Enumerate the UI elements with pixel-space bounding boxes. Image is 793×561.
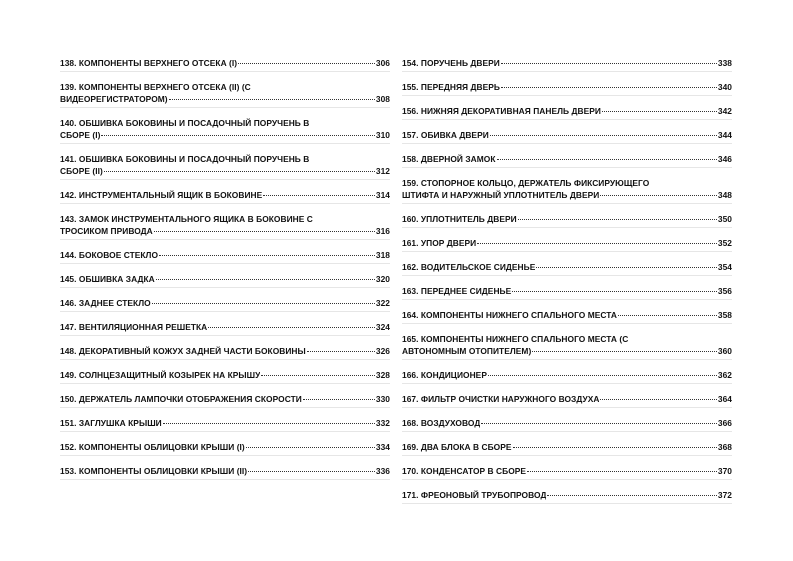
toc-entry-page-number: 352 [717,238,732,248]
toc-entry-line [402,153,732,165]
dot-leader [501,87,717,88]
dot-leader [600,195,717,196]
toc-entry-page-number: 342 [717,106,732,116]
toc-entry-title: 159. СТОПОРНОЕ КОЛЬЦО, ДЕРЖАТЕЛЬ ФИКСИРУЮЩЕГО [402,178,650,188]
toc-entry-line [60,369,390,381]
toc-right-column [402,57,732,513]
toc-entry-line [402,261,732,273]
toc-entry-title: СБОРЕ (I) [60,130,101,140]
toc-entry[interactable] [60,81,390,108]
dot-leader [501,63,717,64]
toc-entry-page-number: 354 [717,262,732,272]
dot-leader [512,291,717,292]
toc-entry-title: 138. КОМПОНЕНТЫ ВЕРХНЕГО ОТСЕКА (I) [60,58,238,68]
toc-entry[interactable] [60,153,390,180]
dot-leader [163,423,375,424]
toc-entry-title: СБОРЕ (II) [60,166,103,176]
dot-leader [303,399,375,400]
toc-entry-title: 149. СОЛНЦЕЗАЩИТНЫЙ КОЗЫРЕК НА КРЫШУ [60,370,261,380]
toc-entry-line [402,177,732,189]
toc-entry-line [402,213,732,225]
toc-entry-line [60,345,390,357]
toc-entry-page-number: 326 [375,346,390,356]
toc-entry[interactable] [402,81,732,96]
dot-leader [490,135,717,136]
toc-entry-line [60,153,390,165]
toc-entry-line [402,309,732,321]
toc-entry-page-number: 370 [717,466,732,476]
toc-entry-page-number: 332 [375,418,390,428]
toc-entry[interactable] [60,297,390,312]
toc-entry[interactable] [402,261,732,276]
toc-entry-page-number: 322 [375,298,390,308]
toc-entry-line [402,465,732,477]
toc-entry-line [402,345,732,357]
toc-entry-title: 140. ОБШИВКА БОКОВИНЫ И ПОСАДОЧНЫЙ ПОРУЧЕНЬ В [60,118,310,128]
toc-entry-title: 144. БОКОВОЕ СТЕКЛО [60,250,159,260]
toc-entry[interactable] [60,369,390,384]
toc-entry-page-number: 364 [717,394,732,404]
toc-entry-line [402,129,732,141]
dot-leader [518,219,717,220]
toc-entry[interactable] [60,393,390,408]
toc-entry-page-number: 338 [717,58,732,68]
dot-leader [527,471,717,472]
toc-entry[interactable] [60,117,390,144]
toc-entry[interactable] [60,249,390,264]
toc-entry-title: ТРОСИКОМ ПРИВОДА [60,226,153,236]
dot-leader [536,267,717,268]
toc-entry-line [60,273,390,285]
toc-entry-line [60,225,390,237]
toc-entry[interactable] [60,57,390,72]
toc-entry-title: 143. ЗАМОК ИНСТРУМЕНТАЛЬНОГО ЯЩИКА В БОКОВИНЕ С [60,214,313,224]
toc-entry-line [60,297,390,309]
toc-entry-title: ВИДЕОРЕГИСТРАТОРОМ) [60,94,168,104]
toc-entry[interactable] [402,417,732,432]
dot-leader [101,135,374,136]
toc-entry-page-number: 350 [717,214,732,224]
dot-leader [263,195,375,196]
toc-entry-title: 156. НИЖНЯЯ ДЕКОРАТИВНАЯ ПАНЕЛЬ ДВЕРИ [402,106,601,116]
toc-entry[interactable] [402,237,732,252]
dot-leader [261,375,374,376]
toc-entry-title: 157. ОБИВКА ДВЕРИ [402,130,489,140]
toc-entry-title: 164. КОМПОНЕНТЫ НИЖНЕГО СПАЛЬНОГО МЕСТА [402,310,617,320]
toc-entry-title: 142. ИНСТРУМЕНТАЛЬНЫЙ ЯЩИК В БОКОВИНЕ [60,190,263,200]
dot-leader [154,231,375,232]
dot-leader [532,351,717,352]
dot-leader [246,447,375,448]
dot-leader [208,327,375,328]
toc-entry-page-number: 366 [717,418,732,428]
dot-leader [156,279,375,280]
dot-leader [481,423,717,424]
toc-entry[interactable] [402,213,732,228]
toc-entry-title: 163. ПЕРЕДНЕЕ СИДЕНЬЕ [402,286,512,296]
toc-entry[interactable] [402,369,732,384]
toc-entry[interactable] [402,57,732,72]
dot-leader [513,447,717,448]
dot-leader [477,243,717,244]
toc-entry-line [60,189,390,201]
toc-entry-title: 167. ФИЛЬТР ОЧИСТКИ НАРУЖНОГО ВОЗДУХА [402,394,600,404]
toc-entry-page-number: 316 [375,226,390,236]
toc-entry[interactable] [60,213,390,240]
toc-entry-page-number: 358 [717,310,732,320]
toc-entry-title: 151. ЗАГЛУШКА КРЫШИ [60,418,162,428]
toc-entry[interactable] [402,465,732,480]
toc-entry-title: 146. ЗАДНЕЕ СТЕКЛО [60,298,151,308]
toc-entry-line [402,393,732,405]
toc-entry-page-number: 368 [717,442,732,452]
dot-leader [602,111,717,112]
toc-entry-line [60,393,390,405]
toc-entry-page-number: 318 [375,250,390,260]
toc-entry-title: 148. ДЕКОРАТИВНЫЙ КОЖУХ ЗАДНЕЙ ЧАСТИ БОКОВИНЫ [60,346,306,356]
toc-entry-page-number: 312 [375,166,390,176]
toc-entry-page-number: 362 [717,370,732,380]
toc-entry-line [402,105,732,117]
dot-leader [238,63,375,64]
toc-entry-page-number: 324 [375,322,390,332]
dot-leader [497,159,717,160]
toc-entry-title: 161. УПОР ДВЕРИ [402,238,477,248]
toc-entry[interactable] [60,441,390,456]
toc-entry-line [60,465,390,477]
toc-entry[interactable] [402,105,732,120]
dot-leader [159,255,375,256]
toc-entry-page-number: 348 [717,190,732,200]
toc-entry-line [60,81,390,93]
toc-entry[interactable] [402,153,732,168]
toc-entry[interactable] [60,273,390,288]
toc-entry-line [402,489,732,501]
dot-leader [600,399,716,400]
toc-entry-page-number: 334 [375,442,390,452]
toc-entry-line [402,333,732,345]
toc-entry[interactable] [402,333,732,360]
dot-leader [547,495,716,496]
toc-entry-line [60,165,390,177]
toc-entry[interactable] [60,417,390,432]
toc-entry-line [402,81,732,93]
toc-entry-page-number: 308 [375,94,390,104]
toc-entry-line [402,57,732,69]
toc-entry[interactable] [60,189,390,204]
dot-leader [618,315,717,316]
toc-entry[interactable] [402,393,732,408]
toc-entry-line [402,441,732,453]
toc-entry-title: 150. ДЕРЖАТЕЛЬ ЛАМПОЧКИ ОТОБРАЖЕНИЯ СКОРОСТИ [60,394,302,404]
toc-entry[interactable] [402,309,732,324]
toc-entry-title: ШТИФТА И НАРУЖНЫЙ УПЛОТНИТЕЛЬ ДВЕРИ [402,190,600,200]
toc-entry-page-number: 340 [717,82,732,92]
toc-entry-page-number: 330 [375,394,390,404]
toc-entry-page-number: 360 [717,346,732,356]
toc-entry-title: 162. ВОДИТЕЛЬСКОЕ СИДЕНЬЕ [402,262,536,272]
dot-leader [104,171,375,172]
dot-leader [152,303,375,304]
toc-entry-line [402,285,732,297]
toc-entry-title: 168. ВОЗДУХОВОД [402,418,481,428]
toc-entry-title: 152. КОМПОНЕНТЫ ОБЛИЦОВКИ КРЫШИ (I) [60,442,245,452]
toc-entry[interactable] [402,129,732,144]
toc-entry[interactable] [402,177,732,204]
toc-entry[interactable] [402,489,732,504]
toc-entry-title: 145. ОБШИВКА ЗАДКА [60,274,155,284]
toc-left-column [60,57,390,489]
toc-entry-title: 169. ДВА БЛОКА В СБОРЕ [402,442,512,452]
toc-entry-line [60,213,390,225]
dot-leader [488,375,717,376]
toc-entry-page-number: 314 [375,190,390,200]
toc-entry-title: 147. ВЕНТИЛЯЦИОННАЯ РЕШЕТКА [60,322,208,332]
toc-entry-line [60,129,390,141]
toc-entry[interactable] [402,285,732,300]
dot-leader [248,471,375,472]
toc-entry-title: 155. ПЕРЕДНЯЯ ДВЕРЬ [402,82,500,92]
toc-entry[interactable] [60,321,390,336]
toc-entry-title: 165. КОМПОНЕНТЫ НИЖНЕГО СПАЛЬНОГО МЕСТА (С [402,334,629,344]
toc-entry-title: 141. ОБШИВКА БОКОВИНЫ И ПОСАДОЧНЫЙ ПОРУЧЕНЬ В [60,154,310,164]
toc-entry-page-number: 356 [717,286,732,296]
toc-entry-title: АВТОНОМНЫМ ОТОПИТЕЛЕМ) [402,346,532,356]
toc-entry-page-number: 336 [375,466,390,476]
toc-entry-title: 153. КОМПОНЕНТЫ ОБЛИЦОВКИ КРЫШИ (II) [60,466,248,476]
toc-entry-line [60,93,390,105]
toc-entry-page-number: 344 [717,130,732,140]
toc-entry[interactable] [60,465,390,480]
toc-entry-page-number: 320 [375,274,390,284]
toc-entry-page-number: 372 [717,490,732,500]
toc-entry-title: 139. КОМПОНЕНТЫ ВЕРХНЕГО ОТСЕКА (II) (С [60,82,251,92]
toc-entry-title: 160. УПЛОТНИТЕЛЬ ДВЕРИ [402,214,517,224]
toc-entry-title: 166. КОНДИЦИОНЕР [402,370,487,380]
toc-entry-line [60,321,390,333]
toc-entry-page-number: 328 [375,370,390,380]
toc-entry-title: 170. КОНДЕНСАТОР В СБОРЕ [402,466,527,476]
dot-leader [307,351,375,352]
toc-entry-line [60,249,390,261]
toc-entry-title: 171. ФРЕОНОВЫЙ ТРУБОПРОВОД [402,490,547,500]
toc-entry[interactable] [60,345,390,360]
toc-entry-page-number: 310 [375,130,390,140]
toc-entry-line [402,417,732,429]
toc-entry-title: 158. ДВЕРНОЙ ЗАМОК [402,154,496,164]
toc-entry-page-number: 306 [375,58,390,68]
toc-entry-line [60,57,390,69]
toc-entry-line [402,237,732,249]
toc-entry-title: 154. ПОРУЧЕНЬ ДВЕРИ [402,58,500,68]
toc-entry[interactable] [402,441,732,456]
toc-entry-page-number: 346 [717,154,732,164]
toc-entry-line [402,369,732,381]
toc-entry-line [402,189,732,201]
dot-leader [169,99,375,100]
toc-entry-line [60,441,390,453]
toc-entry-line [60,117,390,129]
toc-entry-line [60,417,390,429]
